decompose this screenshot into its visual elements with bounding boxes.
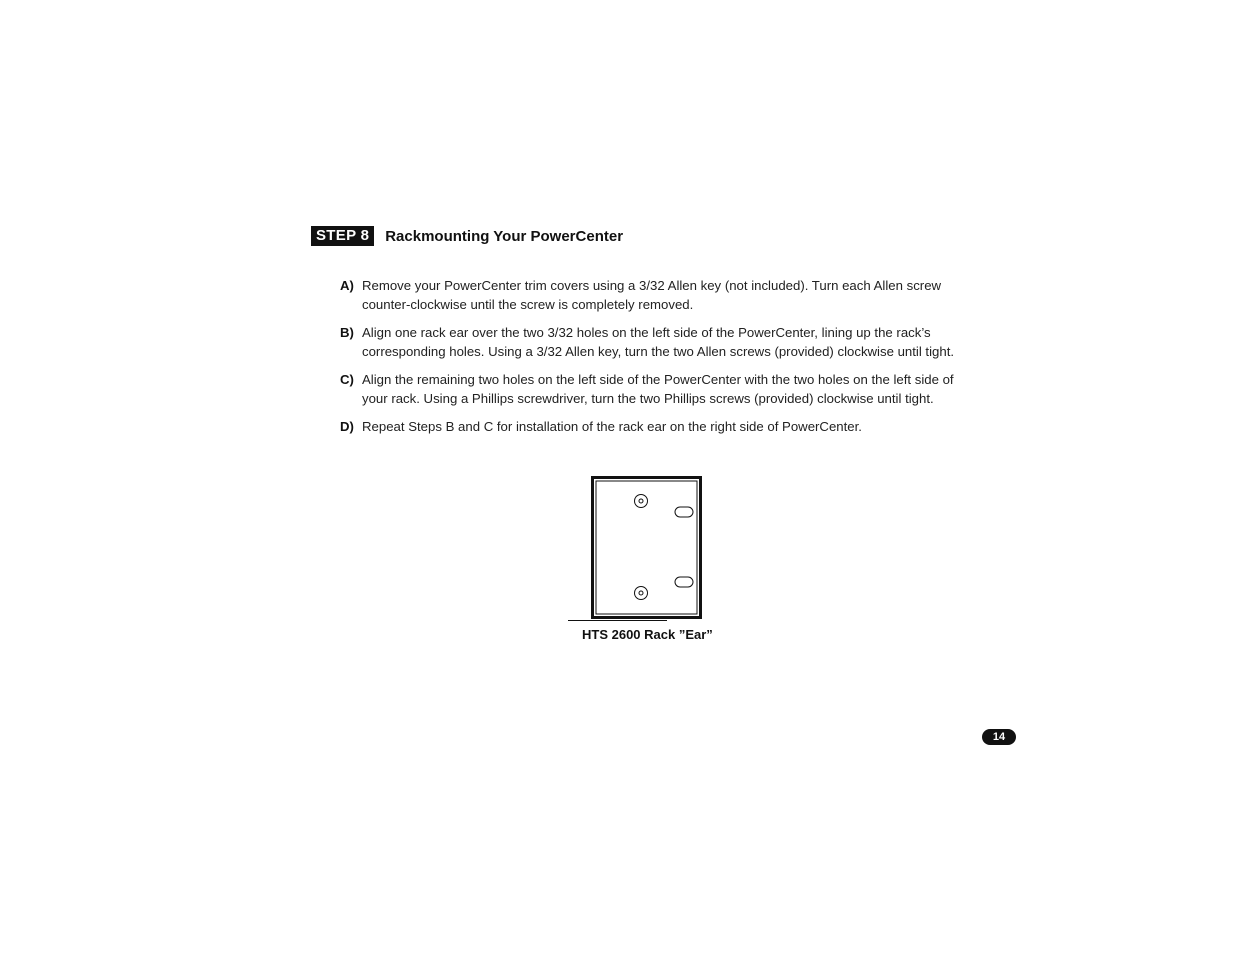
step-badge: STEP 8 (311, 226, 374, 246)
page-title: Rackmounting Your PowerCenter (385, 227, 624, 245)
step-letter: C) (340, 372, 354, 387)
rack-ear-inner-frame (596, 481, 697, 614)
step-letter: B) (340, 325, 354, 340)
step-text: Remove your PowerCenter trim covers using a 3/32 Allen key (not included). Turn each Allen screw counter-clockwise until the screw is completely removed. (362, 278, 942, 312)
instruction-step-b (340, 323, 960, 361)
screw-hole-bottom (635, 587, 648, 600)
step-letter: A) (340, 278, 354, 293)
step-letter: D) (340, 419, 354, 434)
instruction-step-c (340, 370, 960, 408)
rack-ear-diagram (568, 476, 738, 626)
page-number: 14 (982, 729, 1016, 745)
step-text: Align one rack ear over the two 3/32 holes on the left side of the PowerCenter, lining up the rack’s corresponding holes. Using a 3/32 Allen key, turn the two Allen screws (provided) clockwise until tight. (362, 325, 955, 359)
slot-hole-bottom (675, 577, 693, 587)
slot-hole-top (675, 507, 693, 517)
instruction-step-a (340, 276, 960, 314)
screw-hole-top (635, 495, 648, 508)
step-text: Repeat Steps B and C for installation of the rack ear on the right side of PowerCenter. (362, 419, 862, 434)
step-header (311, 226, 623, 246)
figure-caption: HTS 2600 Rack ”Ear” (582, 627, 713, 642)
instruction-step-d (340, 417, 960, 436)
instruction-list (340, 276, 960, 445)
step-text: Align the remaining two holes on the left side of the PowerCenter with the two holes on the left side of your rack. Using a Phillips screwdriver, turn the two Phillips screws (provided) clockwise until tight. (362, 372, 954, 406)
